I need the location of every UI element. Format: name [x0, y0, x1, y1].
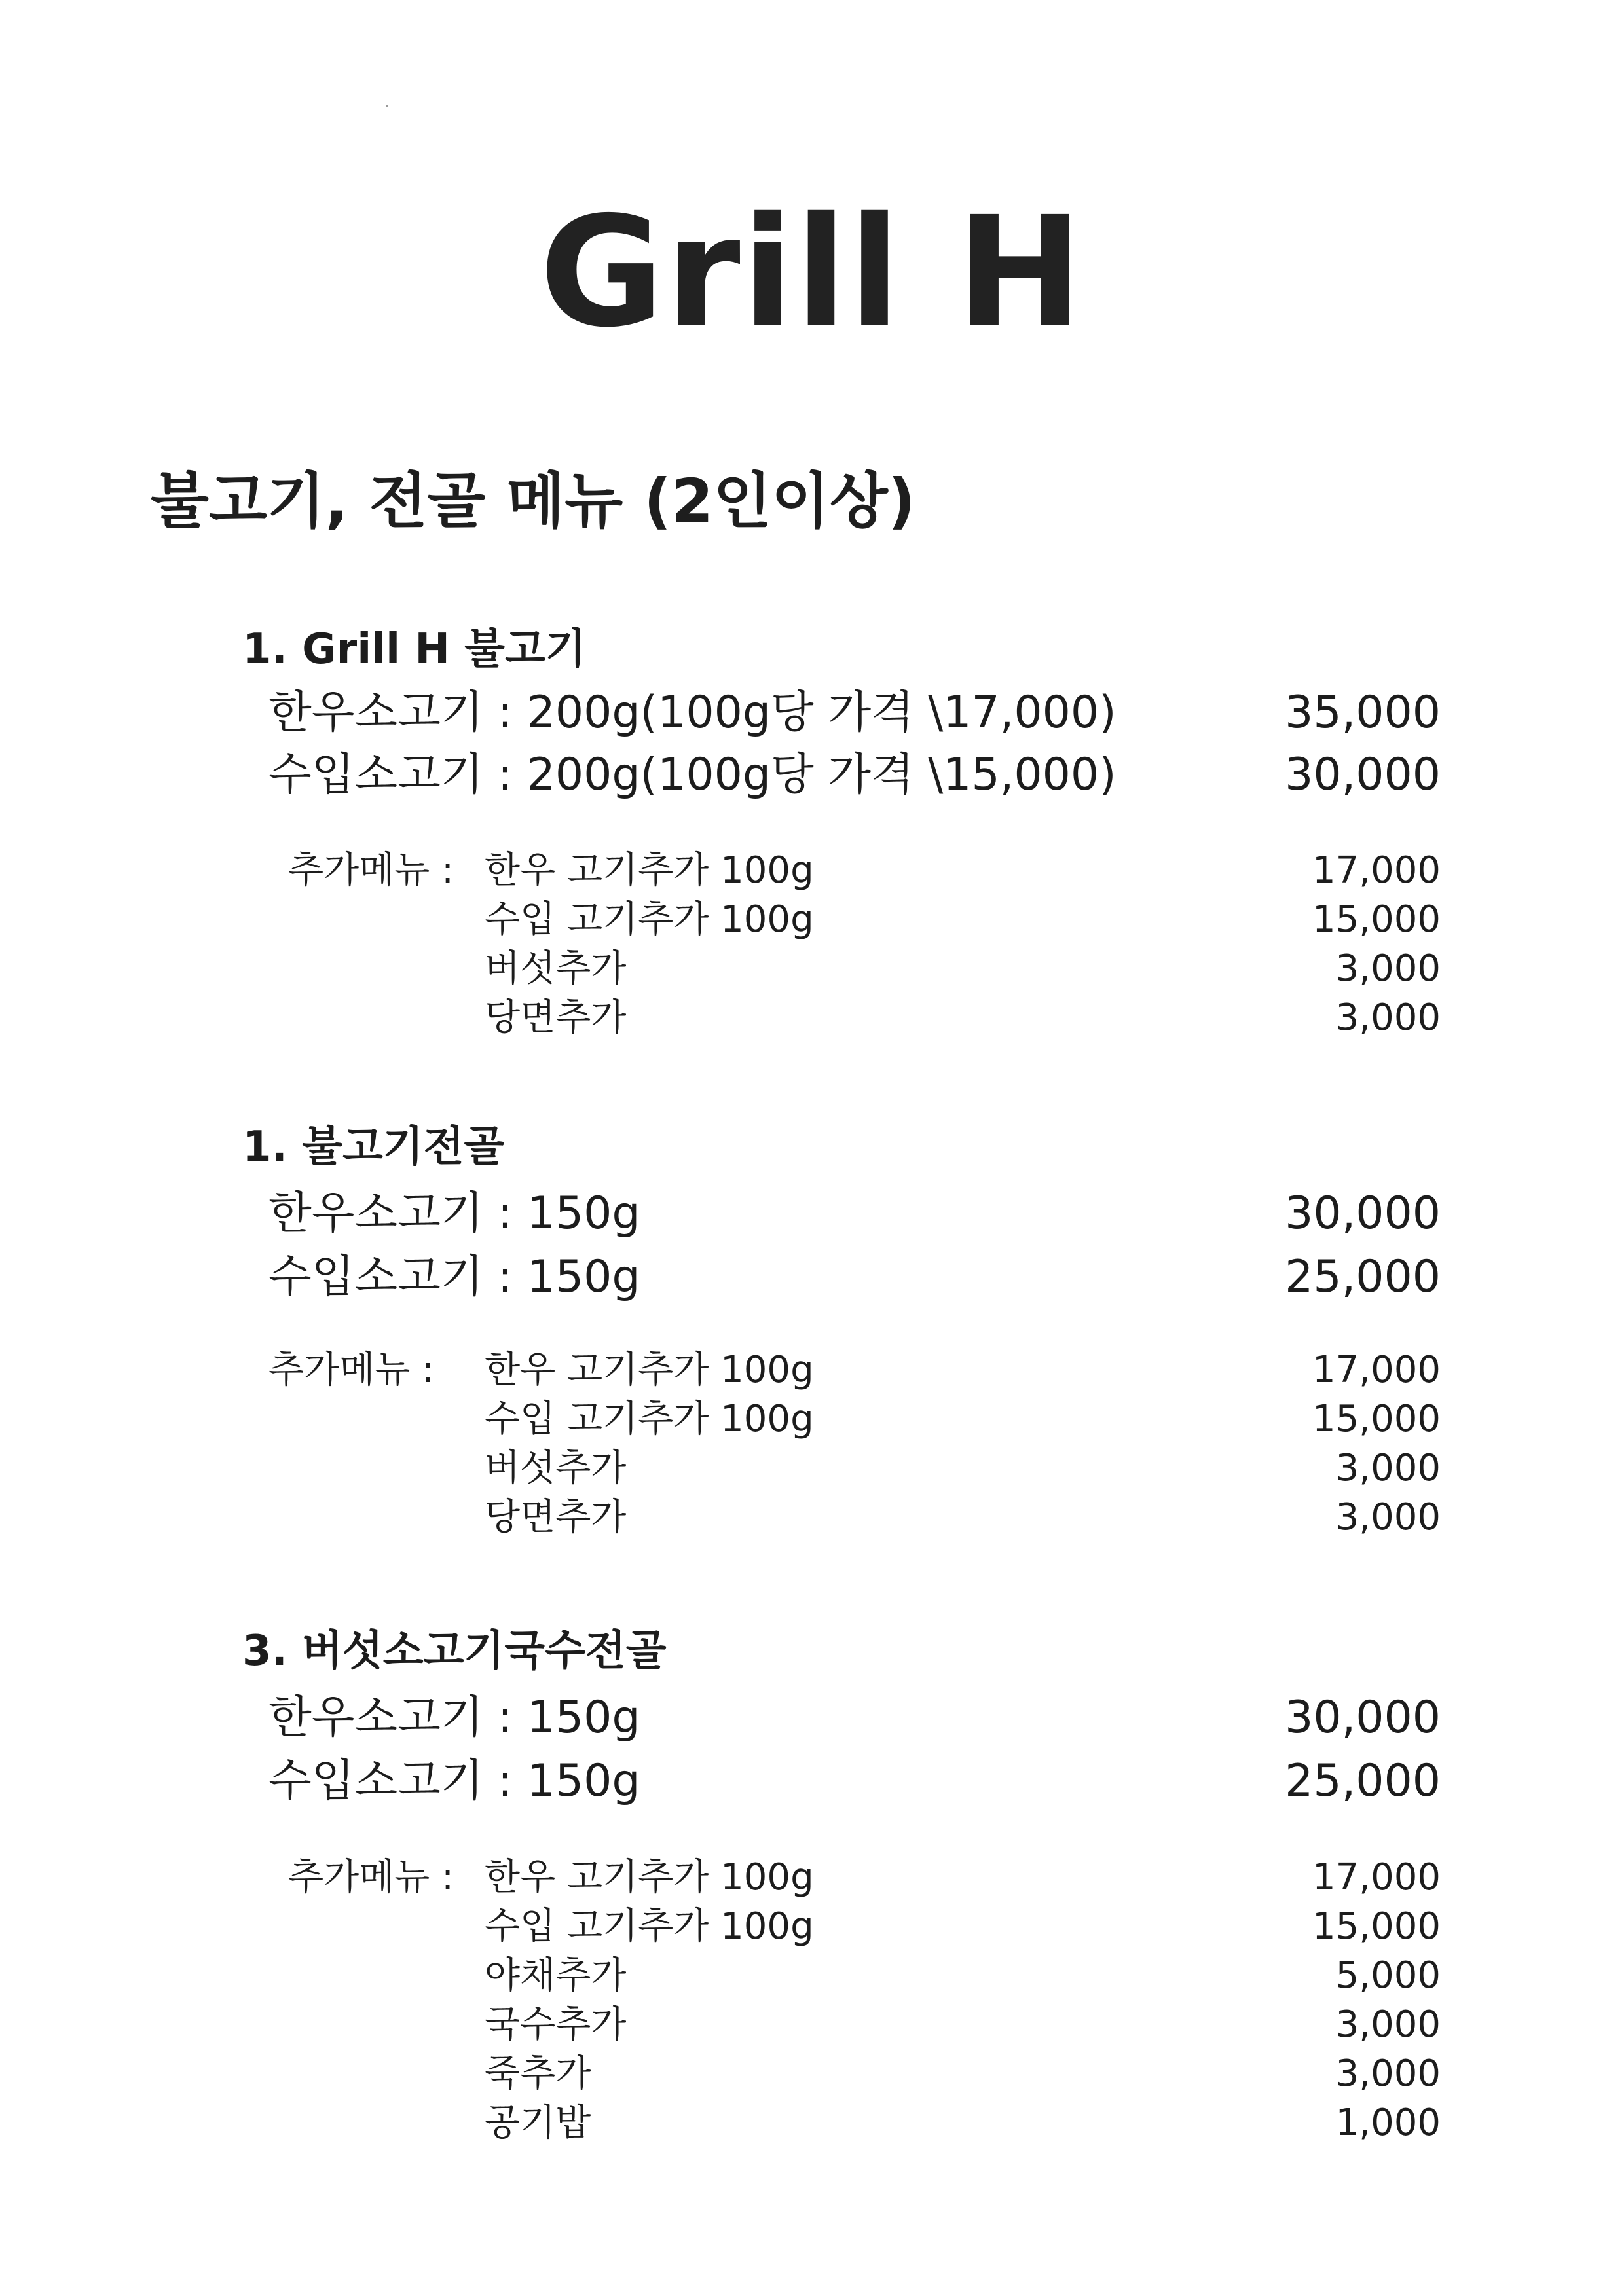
main-item-label: 한우소고기 : 200g(100g당 가격 \17,000): [268, 687, 1116, 738]
extra-item-price: 3,000: [1335, 2052, 1441, 2095]
extra-item-price: 5,000: [1335, 1954, 1441, 1997]
extra-item-price: 3,000: [1335, 947, 1441, 990]
extra-item-price: 3,000: [1335, 1447, 1441, 1489]
extra-item-price: 3,000: [1335, 1496, 1441, 1539]
section-heading: 1. 불고기전골: [242, 1123, 505, 1171]
main-item-price: 35,000: [1285, 687, 1441, 738]
extra-item-label: 수입 고기추가 100g: [485, 1905, 814, 1948]
extra-item-label: 한우 고기추가 100g: [485, 1349, 814, 1391]
extra-item-label: 버섯추가: [485, 947, 627, 990]
main-item-label: 수입소고기 : 150g: [268, 1755, 640, 1807]
extra-item-price: 17,000: [1312, 1856, 1441, 1899]
main-item-label: 수입소고기 : 150g: [268, 1251, 640, 1303]
extra-item-price: 17,000: [1312, 1349, 1441, 1391]
extras-prefix: 추가메뉴 :: [288, 1856, 454, 1899]
extra-item-label: 한우 고기추가 100g: [485, 1856, 814, 1899]
extra-item-label: 한우 고기추가 100g: [485, 849, 814, 892]
main-item-label: 한우소고기 : 150g: [268, 1188, 640, 1239]
extra-item-price: 15,000: [1312, 1905, 1441, 1948]
section-heading: 3. 버섯소고기국수전골: [242, 1627, 667, 1675]
extra-item-label: 야채추가: [485, 1954, 627, 1997]
extra-item-label: 수입 고기추가 100g: [485, 1398, 814, 1440]
extra-item-label: 죽추가: [485, 2052, 591, 2095]
extra-item-price: 17,000: [1312, 849, 1441, 892]
extra-item-price: 15,000: [1312, 898, 1441, 941]
extra-item-label: 당면추가: [485, 996, 627, 1039]
extra-item-price: 3,000: [1335, 2003, 1441, 2046]
main-item-price: 30,000: [1285, 1692, 1441, 1743]
extra-item-price: 15,000: [1312, 1398, 1441, 1440]
main-item-price: 30,000: [1285, 1188, 1441, 1239]
scan-speck: [386, 105, 388, 107]
main-item-label: 수입소고기 : 200g(100g당 가격 \15,000): [268, 749, 1116, 801]
menu-heading: 불고기, 전골 메뉴 (2인이상): [151, 466, 915, 536]
section-heading: 1. Grill H 불고기: [242, 625, 586, 674]
main-item-label: 한우소고기 : 150g: [268, 1692, 640, 1743]
extra-item-label: 공기밥: [485, 2102, 591, 2144]
restaurant-title: Grill H: [539, 184, 1085, 361]
extra-item-label: 수입 고기추가 100g: [485, 898, 814, 941]
extras-prefix: 추가메뉴 :: [288, 849, 454, 892]
main-item-price: 25,000: [1285, 1251, 1441, 1303]
extra-item-label: 당면추가: [485, 1496, 627, 1539]
main-item-price: 30,000: [1285, 749, 1441, 801]
extras-prefix: 추가메뉴 :: [268, 1349, 435, 1391]
extra-item-price: 3,000: [1335, 996, 1441, 1039]
extra-item-label: 국수추가: [485, 2003, 627, 2046]
extra-item-price: 1,000: [1335, 2102, 1441, 2144]
main-item-price: 25,000: [1285, 1755, 1441, 1807]
extra-item-label: 버섯추가: [485, 1447, 627, 1489]
